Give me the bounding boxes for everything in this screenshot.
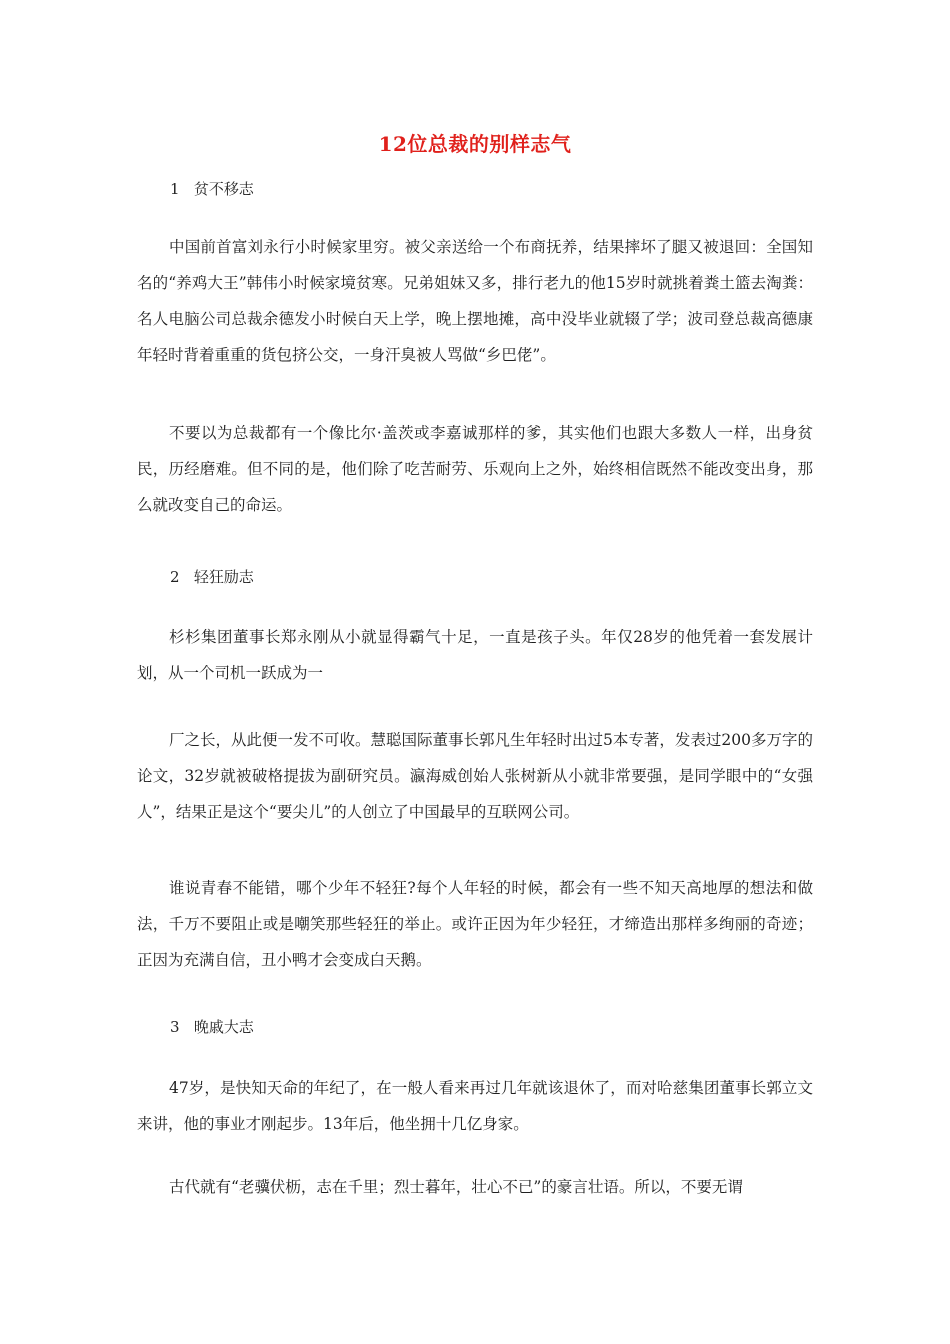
paragraph: 47岁，是快知天命的年纪了，在一般人看来再过几年就该退休了，而对哈慈集团董事长郭立文来讲，他的事业才刚起步。13年后，他坐拥十几亿身家。: [137, 1079, 813, 1133]
section-heading-2: 2 轻狂励志: [170, 568, 254, 586]
paragraph: 不要以为总裁都有一个像比尔·盖茨或李嘉诚那样的爹，其实他们也跟大多数人一样，出身贫民，历经磨难。但不同的是，他们除了吃苦耐劳、乐观向上之外，始终相信既然不能改变出身，那么就改变自己的命运。: [137, 424, 813, 514]
document-title: 12位总裁的别样志气: [378, 132, 572, 156]
paragraph: 中国前首富刘永行小时候家里穷。被父亲送给一个布商抚养，结果摔坏了腿又被退回：全国知名的“养鸡大王”韩伟小时候家境贫寒。兄弟姐妹又多，排行老九的他15岁时就挑着粪土篮去淘粪：名人电脑公司总裁余德发小时候白天上学，晚上摆地摊，高中没毕业就辍了学；波司登总裁高德康年轻时背着重重的货包挤公交，一身汗臭被人骂做“乡巴佬”。: [137, 238, 813, 364]
paragraph: 杉杉集团董事长郑永刚从小就显得霸气十足，一直是孩子头。年仅28岁的他凭着一套发展计划，从一个司机一跃成为一: [137, 628, 813, 682]
section-heading-3: 3 晚戚大志: [170, 1018, 254, 1036]
paragraph: 古代就有“老骥伏枥，志在千里；烈士暮年，壮心不已”的豪言壮语。所以，不要无谓: [169, 1178, 743, 1196]
paragraph: 厂之长，从此便一发不可收。慧聪国际董事长郭凡生年轻时出过5本专著，发表过200多万字的论文，32岁就被破格提拔为副研究员。瀛海威创始人张树新从小就非常要强，是同学眼中的“女强人”，结果正是这个“要尖儿”的人创立了中国最早的互联网公司。: [137, 731, 813, 821]
paragraph: 谁说青春不能错，哪个少年不轻狂?每个人年轻的时候，都会有一些不知天高地厚的想法和做法，千万不要阻止或是嘲笑那些轻狂的举止。或许正因为年少轻狂，才缔造出那样多绚丽的奇迹；正因为充满自信，丑小鸭才会变成白天鹅。: [137, 879, 813, 969]
section-heading-1: 1 贫不移志: [170, 180, 254, 198]
